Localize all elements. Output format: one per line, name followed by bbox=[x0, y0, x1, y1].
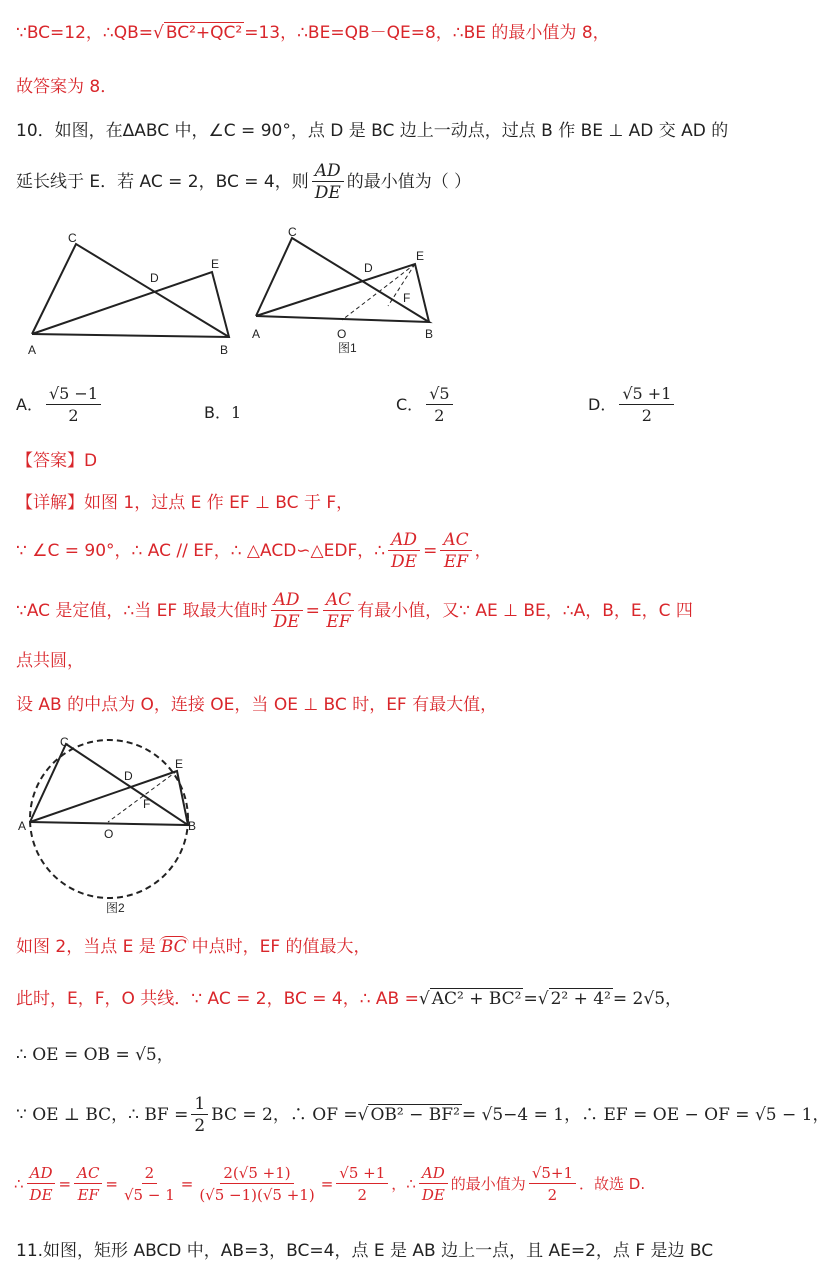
sol-line-4-mid: BC = 2，∴ OF = bbox=[211, 1105, 358, 1125]
fig1-label-c: C bbox=[288, 225, 297, 239]
sqrt-2-4: √ 2² + 4² bbox=[537, 989, 611, 1009]
s5-f7-den: 2 bbox=[547, 1186, 558, 1204]
detail-line-5: 设 AB 的中点为 O，连接 OE，当 OE ⊥ BC 时，EF 有最大值， bbox=[16, 695, 498, 715]
prev-line-2: 故答案为 8． bbox=[16, 77, 118, 97]
detail-line-2: ∵ ∠C = 90°，∴ AC // EF，∴ △ACD∽△EDF，∴ $\frac{AD}{DE}$ = $\frac{AC}{EF}$ ， bbox=[16, 529, 492, 572]
sol-line-4-end: = √5−4 = 1，∴ EF = OE − OF = √5 − 1， bbox=[461, 1105, 829, 1125]
half-num: 1 bbox=[191, 1094, 208, 1115]
s5-f4-den: (√5 −1)(√5 +1) bbox=[199, 1186, 315, 1204]
s5-f6-num: AD bbox=[419, 1163, 448, 1184]
sol-line-5: ∴ $\frac{AD}{DE}$ = $\frac{AC}{EF}$ = $\frac{2}{√5 - 1}$ = $\frac{2(√5 +1)}{(√5 -1)(√5 +1)}$ = $\frac{√5 +1}{2}$ ，∴ $\frac{AD}{DE}$ 的最小值为 $\frac{√5+1}{2}$ ．故选 D. bbox=[14, 1164, 646, 1204]
q10-line-2 bbox=[16, 160, 471, 204]
option-c-den: 2 bbox=[434, 406, 445, 425]
label-e: E bbox=[211, 257, 220, 271]
detail-frac2-num: AC bbox=[440, 530, 471, 551]
option-d-num: √5 +1 bbox=[619, 384, 674, 405]
s5-f6 bbox=[419, 1163, 448, 1206]
option-a bbox=[16, 384, 104, 427]
detail-line-4: 点共圆， bbox=[16, 651, 84, 671]
fig2-label-d: D bbox=[124, 769, 133, 783]
fig2-label-e: E bbox=[175, 757, 184, 771]
fig1-label-d: D bbox=[364, 261, 373, 275]
fig1-segment-ef bbox=[388, 264, 415, 306]
option-a-den: 2 bbox=[68, 406, 79, 425]
s5-f4-num: 2(√5 +1) bbox=[220, 1163, 293, 1184]
fig2-circle bbox=[30, 740, 188, 898]
fig2-label-a: A bbox=[18, 819, 27, 833]
figure-1 bbox=[246, 222, 446, 362]
s5-text: 的最小值为 bbox=[450, 1175, 526, 1193]
detail-line-1 bbox=[16, 492, 353, 514]
detail-line-3: ∵AC 是定值，∴当 EF 取最大值时 $\frac{AD}{DE}$ = $\frac{AC}{EF}$ 有最小值，又∵ AE ⊥ BE，∴A，B，E，C 四 bbox=[16, 589, 693, 632]
q10-line-2-start: 延长线于 E．若 AC = 2，BC = 4，则 bbox=[16, 172, 309, 192]
fig1-label-e: E bbox=[416, 249, 425, 263]
sol-line-2-end: = 2√5， bbox=[612, 989, 683, 1009]
sol-line-1 bbox=[16, 936, 371, 958]
option-b bbox=[204, 400, 241, 423]
sol-line-2-start: 此时，E，F，O 共线．∵ AC = 2，BC = 4，∴ AB = bbox=[16, 989, 419, 1009]
q10-frac-num: AD bbox=[312, 161, 344, 182]
option-c-num: √5 bbox=[426, 384, 452, 405]
detail-line-3-end: 有最小值，又∵ AE ⊥ BE，∴A，B，E，C 四 bbox=[357, 601, 693, 621]
sol-line-3: ∴ OE = OB = √5， bbox=[16, 1045, 174, 1065]
detail-frac-ad-de bbox=[388, 530, 420, 573]
sol-line-1-end: 中点时，EF 的值最大， bbox=[191, 937, 371, 957]
option-d-letter: D． bbox=[588, 395, 617, 414]
label-d: D bbox=[150, 271, 159, 285]
s5-f2-num: AC bbox=[74, 1163, 102, 1184]
prev-line-1-start: ∵BC=12，∴QB= bbox=[16, 23, 154, 43]
detail-frac-ac-ef bbox=[440, 530, 471, 573]
s5-f5-num: √5 +1 bbox=[336, 1163, 388, 1184]
sol-line-4 bbox=[16, 1092, 829, 1138]
sqrt-ac-bc-content: AC² + BC² bbox=[431, 989, 522, 1009]
label-c: C bbox=[68, 231, 77, 245]
s5-f1 bbox=[27, 1163, 56, 1206]
detail-line-2-end: ， bbox=[474, 541, 492, 561]
option-c-letter: C． bbox=[396, 395, 424, 414]
option-b-letter: B． bbox=[204, 403, 231, 422]
q10-frac-den: DE bbox=[314, 182, 341, 203]
detail-frac2-den: EF bbox=[443, 551, 469, 572]
fig1-label-o: O bbox=[337, 327, 347, 341]
fig2-label-c: C bbox=[60, 735, 69, 749]
s5-mid: ，∴ bbox=[391, 1175, 416, 1193]
fig1-caption: 图1 bbox=[338, 341, 357, 355]
option-a-num: √5 −1 bbox=[46, 384, 101, 405]
s5-end: ．故选 D. bbox=[579, 1175, 646, 1193]
answer-line bbox=[16, 450, 97, 472]
sqrt-bc-qc-content: BC²+QC² bbox=[165, 23, 243, 43]
detail-label: 【详解】 bbox=[16, 493, 84, 513]
detail-frac4-den: EF bbox=[326, 611, 351, 632]
figure-main bbox=[18, 222, 240, 362]
s5-f1-num: AD bbox=[27, 1163, 56, 1184]
sol-line-1-start: 如图 2，当点 E 是 bbox=[16, 937, 156, 957]
s5-f5 bbox=[336, 1163, 388, 1206]
answer-value: D bbox=[84, 451, 98, 471]
fig1-triangle-abc bbox=[256, 238, 429, 322]
option-d bbox=[588, 384, 677, 427]
label-b: B bbox=[220, 343, 229, 357]
prev-line-1 bbox=[16, 22, 610, 44]
detail-frac4-num: AC bbox=[323, 590, 354, 611]
fig1-label-f: F bbox=[403, 291, 411, 305]
s5-f3 bbox=[121, 1163, 178, 1206]
detail-line-1-text: 如图 1，过点 E 作 EF ⊥ BC 于 F， bbox=[84, 493, 354, 513]
half-frac bbox=[191, 1094, 208, 1137]
fig2-label-b: B bbox=[188, 819, 197, 833]
sqrt-bc-qc: √ BC²+QC² bbox=[153, 23, 243, 43]
option-d-frac bbox=[619, 384, 674, 427]
sol-line-4-start: ∵ OE ⊥ BC，∴ BF = bbox=[16, 1105, 189, 1125]
s5-f2 bbox=[74, 1163, 102, 1206]
detail-frac1-num: AD bbox=[388, 530, 420, 551]
fig2-caption: 图2 bbox=[106, 901, 125, 915]
answer-label: 【答案】 bbox=[16, 451, 84, 471]
fig1-label-a: A bbox=[252, 327, 261, 341]
option-b-value: 1 bbox=[230, 403, 242, 422]
s5-f1-den: DE bbox=[29, 1186, 53, 1204]
fig1-label-b: B bbox=[425, 327, 434, 341]
sqrt-ob-bf: √ OB² − BF² bbox=[357, 1105, 460, 1125]
sqrt-ob-bf-content: OB² − BF² bbox=[370, 1105, 460, 1125]
detail-frac3-num: AD bbox=[271, 590, 303, 611]
sqrt-2-4-content: 2² + 4² bbox=[550, 989, 611, 1009]
s5-f6-den: DE bbox=[421, 1186, 445, 1204]
q10-line-2-end: 的最小值为（ ） bbox=[346, 172, 472, 192]
s5-f4 bbox=[196, 1163, 317, 1206]
detail-frac4-ac-ef bbox=[323, 590, 354, 633]
arc-bc: BC bbox=[160, 937, 187, 957]
q11-line-1: 11.如图，矩形 ABCD 中，AB=3，BC=4，点 E 是 AB 边上一点，且 AE=2，点 F 是边 BC bbox=[16, 1241, 714, 1261]
detail-frac3-ad-de bbox=[271, 590, 303, 633]
label-a: A bbox=[28, 343, 37, 357]
sqrt-ac-bc: √ AC² + BC² bbox=[418, 989, 522, 1009]
half-den: 2 bbox=[194, 1116, 206, 1136]
fig2-lines-ae-eb bbox=[30, 771, 188, 825]
s5-f7 bbox=[529, 1163, 576, 1206]
option-d-den: 2 bbox=[641, 406, 652, 425]
s5-f5-den: 2 bbox=[357, 1186, 368, 1204]
q10-line-1: 10．如图，在ΔABC 中，∠C = 90°，点 D 是 BC 边上一动点，过点 B 作 BE ⊥ AD 交 AD 的 bbox=[16, 121, 729, 141]
sol-line-2-eq: = bbox=[523, 989, 538, 1009]
triangle-aeb bbox=[32, 272, 229, 337]
s5-f7-num: √5+1 bbox=[529, 1163, 576, 1184]
option-a-frac bbox=[46, 384, 101, 427]
figure-2 bbox=[12, 730, 212, 920]
option-a-letter: A． bbox=[16, 395, 43, 414]
s5-f3-num: 2 bbox=[142, 1163, 158, 1184]
detail-line-3-start: ∵AC 是定值，∴当 EF 取最大值时 bbox=[16, 601, 268, 621]
detail-line-2-start: ∵ ∠C = 90°，∴ AC // EF，∴ △ACD∽△EDF，∴ bbox=[16, 541, 386, 561]
detail-frac3-den: DE bbox=[273, 611, 300, 632]
s5-f3-den: √5 − 1 bbox=[124, 1186, 175, 1204]
detail-frac1-den: DE bbox=[391, 551, 418, 572]
prev-line-1-end: =13，∴BE=QB－QE=8，∴BE 的最小值为 8， bbox=[244, 23, 610, 43]
fig2-label-o: O bbox=[104, 827, 114, 841]
q10-fraction bbox=[312, 161, 344, 204]
option-c bbox=[396, 384, 456, 427]
option-c-frac bbox=[426, 384, 452, 427]
fig2-label-f: F bbox=[143, 797, 151, 811]
s5-f2-den: EF bbox=[77, 1186, 99, 1204]
sol-line-2 bbox=[16, 988, 682, 1010]
